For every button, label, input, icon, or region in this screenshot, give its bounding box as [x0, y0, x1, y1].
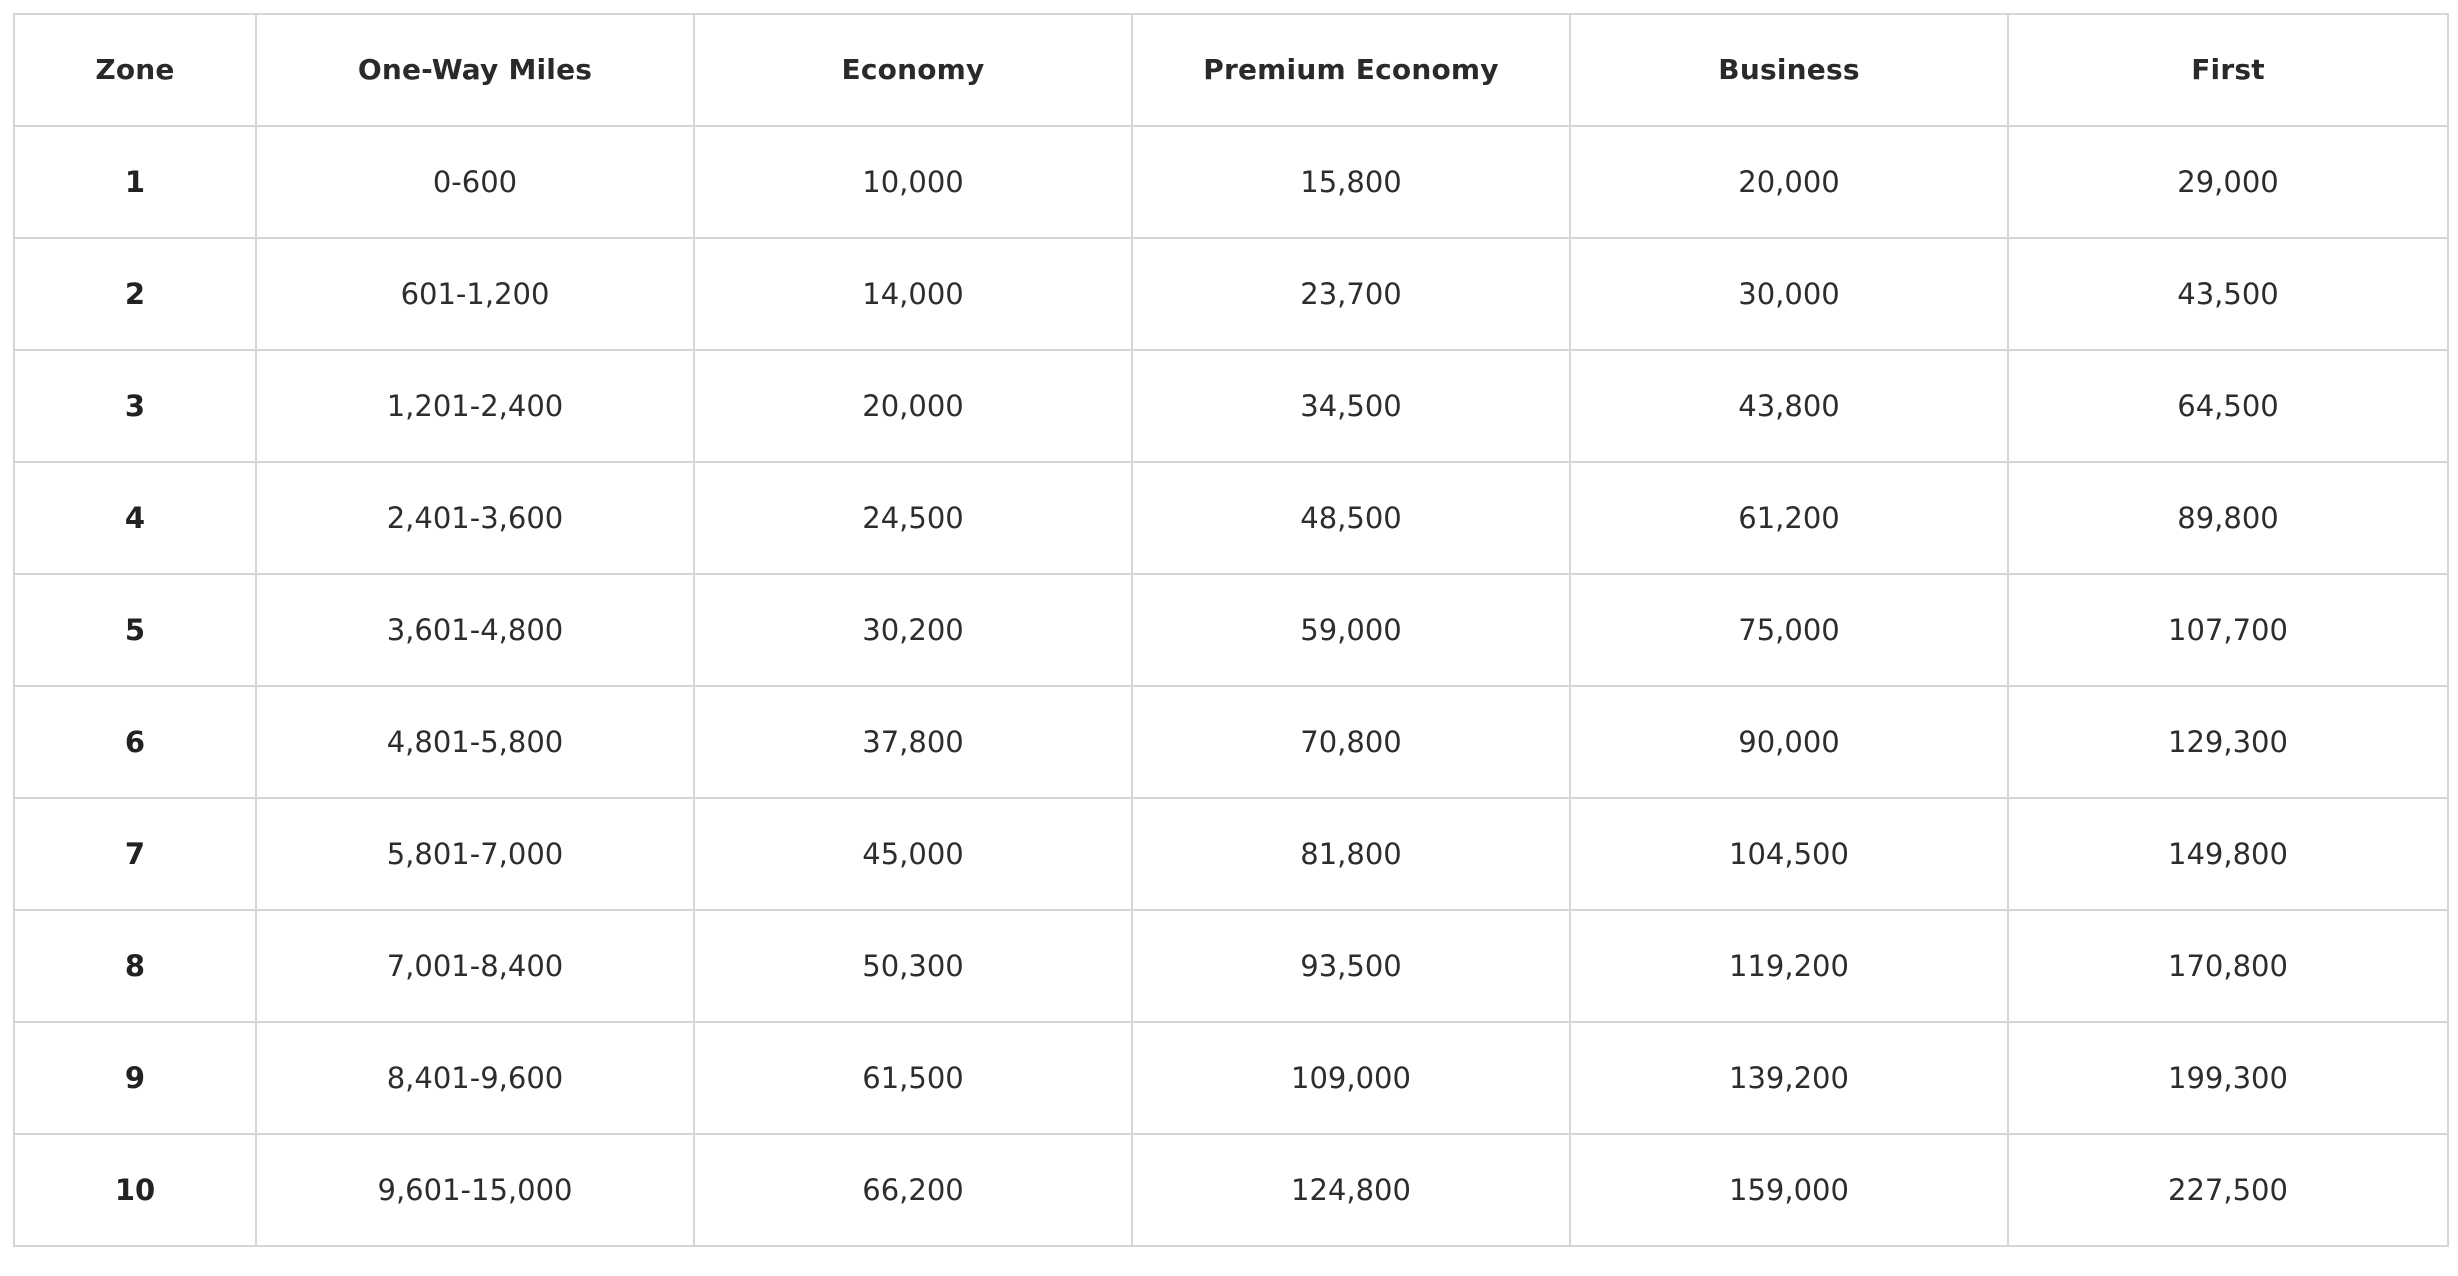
premium-economy-cell: 124,800 — [1132, 1134, 1570, 1246]
economy-cell: 30,200 — [694, 574, 1132, 686]
table-row — [14, 1022, 2448, 1134]
business-cell: 75,000 — [1570, 574, 2008, 686]
premium-economy-cell: 48,500 — [1132, 462, 1570, 574]
economy-cell: 14,000 — [694, 238, 1132, 350]
table-row — [14, 462, 2448, 574]
table-row — [14, 686, 2448, 798]
miles-cell: 9,601-15,000 — [256, 1134, 694, 1246]
miles-cell: 8,401-9,600 — [256, 1022, 694, 1134]
first-cell: 43,500 — [2008, 238, 2448, 350]
economy-cell: 24,500 — [694, 462, 1132, 574]
header-business: Business — [1570, 14, 2008, 126]
business-cell: 119,200 — [1570, 910, 2008, 1022]
business-cell: 159,000 — [1570, 1134, 2008, 1246]
economy-cell: 37,800 — [694, 686, 1132, 798]
header-economy: Economy — [694, 14, 1132, 126]
miles-cell: 5,801-7,000 — [256, 798, 694, 910]
economy-cell: 10,000 — [694, 126, 1132, 238]
premium-economy-cell: 15,800 — [1132, 126, 1570, 238]
premium-economy-cell: 34,500 — [1132, 350, 1570, 462]
header-premium-economy: Premium Economy — [1132, 14, 1570, 126]
zone-cell: 1 — [14, 126, 256, 238]
table-row — [14, 574, 2448, 686]
table-row — [14, 350, 2448, 462]
zone-cell: 4 — [14, 462, 256, 574]
economy-cell: 50,300 — [694, 910, 1132, 1022]
zone-cell: 5 — [14, 574, 256, 686]
miles-cell: 0-600 — [256, 126, 694, 238]
zone-cell: 2 — [14, 238, 256, 350]
zone-cell: 3 — [14, 350, 256, 462]
first-cell: 64,500 — [2008, 350, 2448, 462]
zone-cell: 6 — [14, 686, 256, 798]
table-body — [14, 126, 2448, 1246]
miles-cell: 601-1,200 — [256, 238, 694, 350]
award-chart-container — [13, 13, 2447, 1247]
table-row — [14, 1134, 2448, 1246]
economy-cell: 45,000 — [694, 798, 1132, 910]
first-cell: 199,300 — [2008, 1022, 2448, 1134]
table-row — [14, 126, 2448, 238]
economy-cell: 66,200 — [694, 1134, 1132, 1246]
first-cell: 227,500 — [2008, 1134, 2448, 1246]
zone-cell: 8 — [14, 910, 256, 1022]
premium-economy-cell: 59,000 — [1132, 574, 1570, 686]
miles-cell: 4,801-5,800 — [256, 686, 694, 798]
first-cell: 129,300 — [2008, 686, 2448, 798]
first-cell: 107,700 — [2008, 574, 2448, 686]
business-cell: 43,800 — [1570, 350, 2008, 462]
table-row — [14, 238, 2448, 350]
first-cell: 29,000 — [2008, 126, 2448, 238]
miles-cell: 3,601-4,800 — [256, 574, 694, 686]
table-row — [14, 910, 2448, 1022]
economy-cell: 20,000 — [694, 350, 1132, 462]
premium-economy-cell: 23,700 — [1132, 238, 1570, 350]
premium-economy-cell: 81,800 — [1132, 798, 1570, 910]
zone-cell: 10 — [14, 1134, 256, 1246]
premium-economy-cell: 93,500 — [1132, 910, 1570, 1022]
first-cell: 89,800 — [2008, 462, 2448, 574]
premium-economy-cell: 109,000 — [1132, 1022, 1570, 1134]
business-cell: 139,200 — [1570, 1022, 2008, 1134]
award-chart-table — [13, 13, 2449, 1247]
first-cell: 149,800 — [2008, 798, 2448, 910]
zone-cell: 9 — [14, 1022, 256, 1134]
economy-cell: 61,500 — [694, 1022, 1132, 1134]
business-cell: 90,000 — [1570, 686, 2008, 798]
miles-cell: 2,401-3,600 — [256, 462, 694, 574]
business-cell: 104,500 — [1570, 798, 2008, 910]
header-zone: Zone — [14, 14, 256, 126]
miles-cell: 7,001-8,400 — [256, 910, 694, 1022]
miles-cell: 1,201-2,400 — [256, 350, 694, 462]
zone-cell: 7 — [14, 798, 256, 910]
business-cell: 61,200 — [1570, 462, 2008, 574]
business-cell: 30,000 — [1570, 238, 2008, 350]
first-cell: 170,800 — [2008, 910, 2448, 1022]
header-one-way-miles: One-Way Miles — [256, 14, 694, 126]
premium-economy-cell: 70,800 — [1132, 686, 1570, 798]
business-cell: 20,000 — [1570, 126, 2008, 238]
table-row — [14, 798, 2448, 910]
header-first: First — [2008, 14, 2448, 126]
header-row — [14, 14, 2448, 126]
table-header — [14, 14, 2448, 126]
